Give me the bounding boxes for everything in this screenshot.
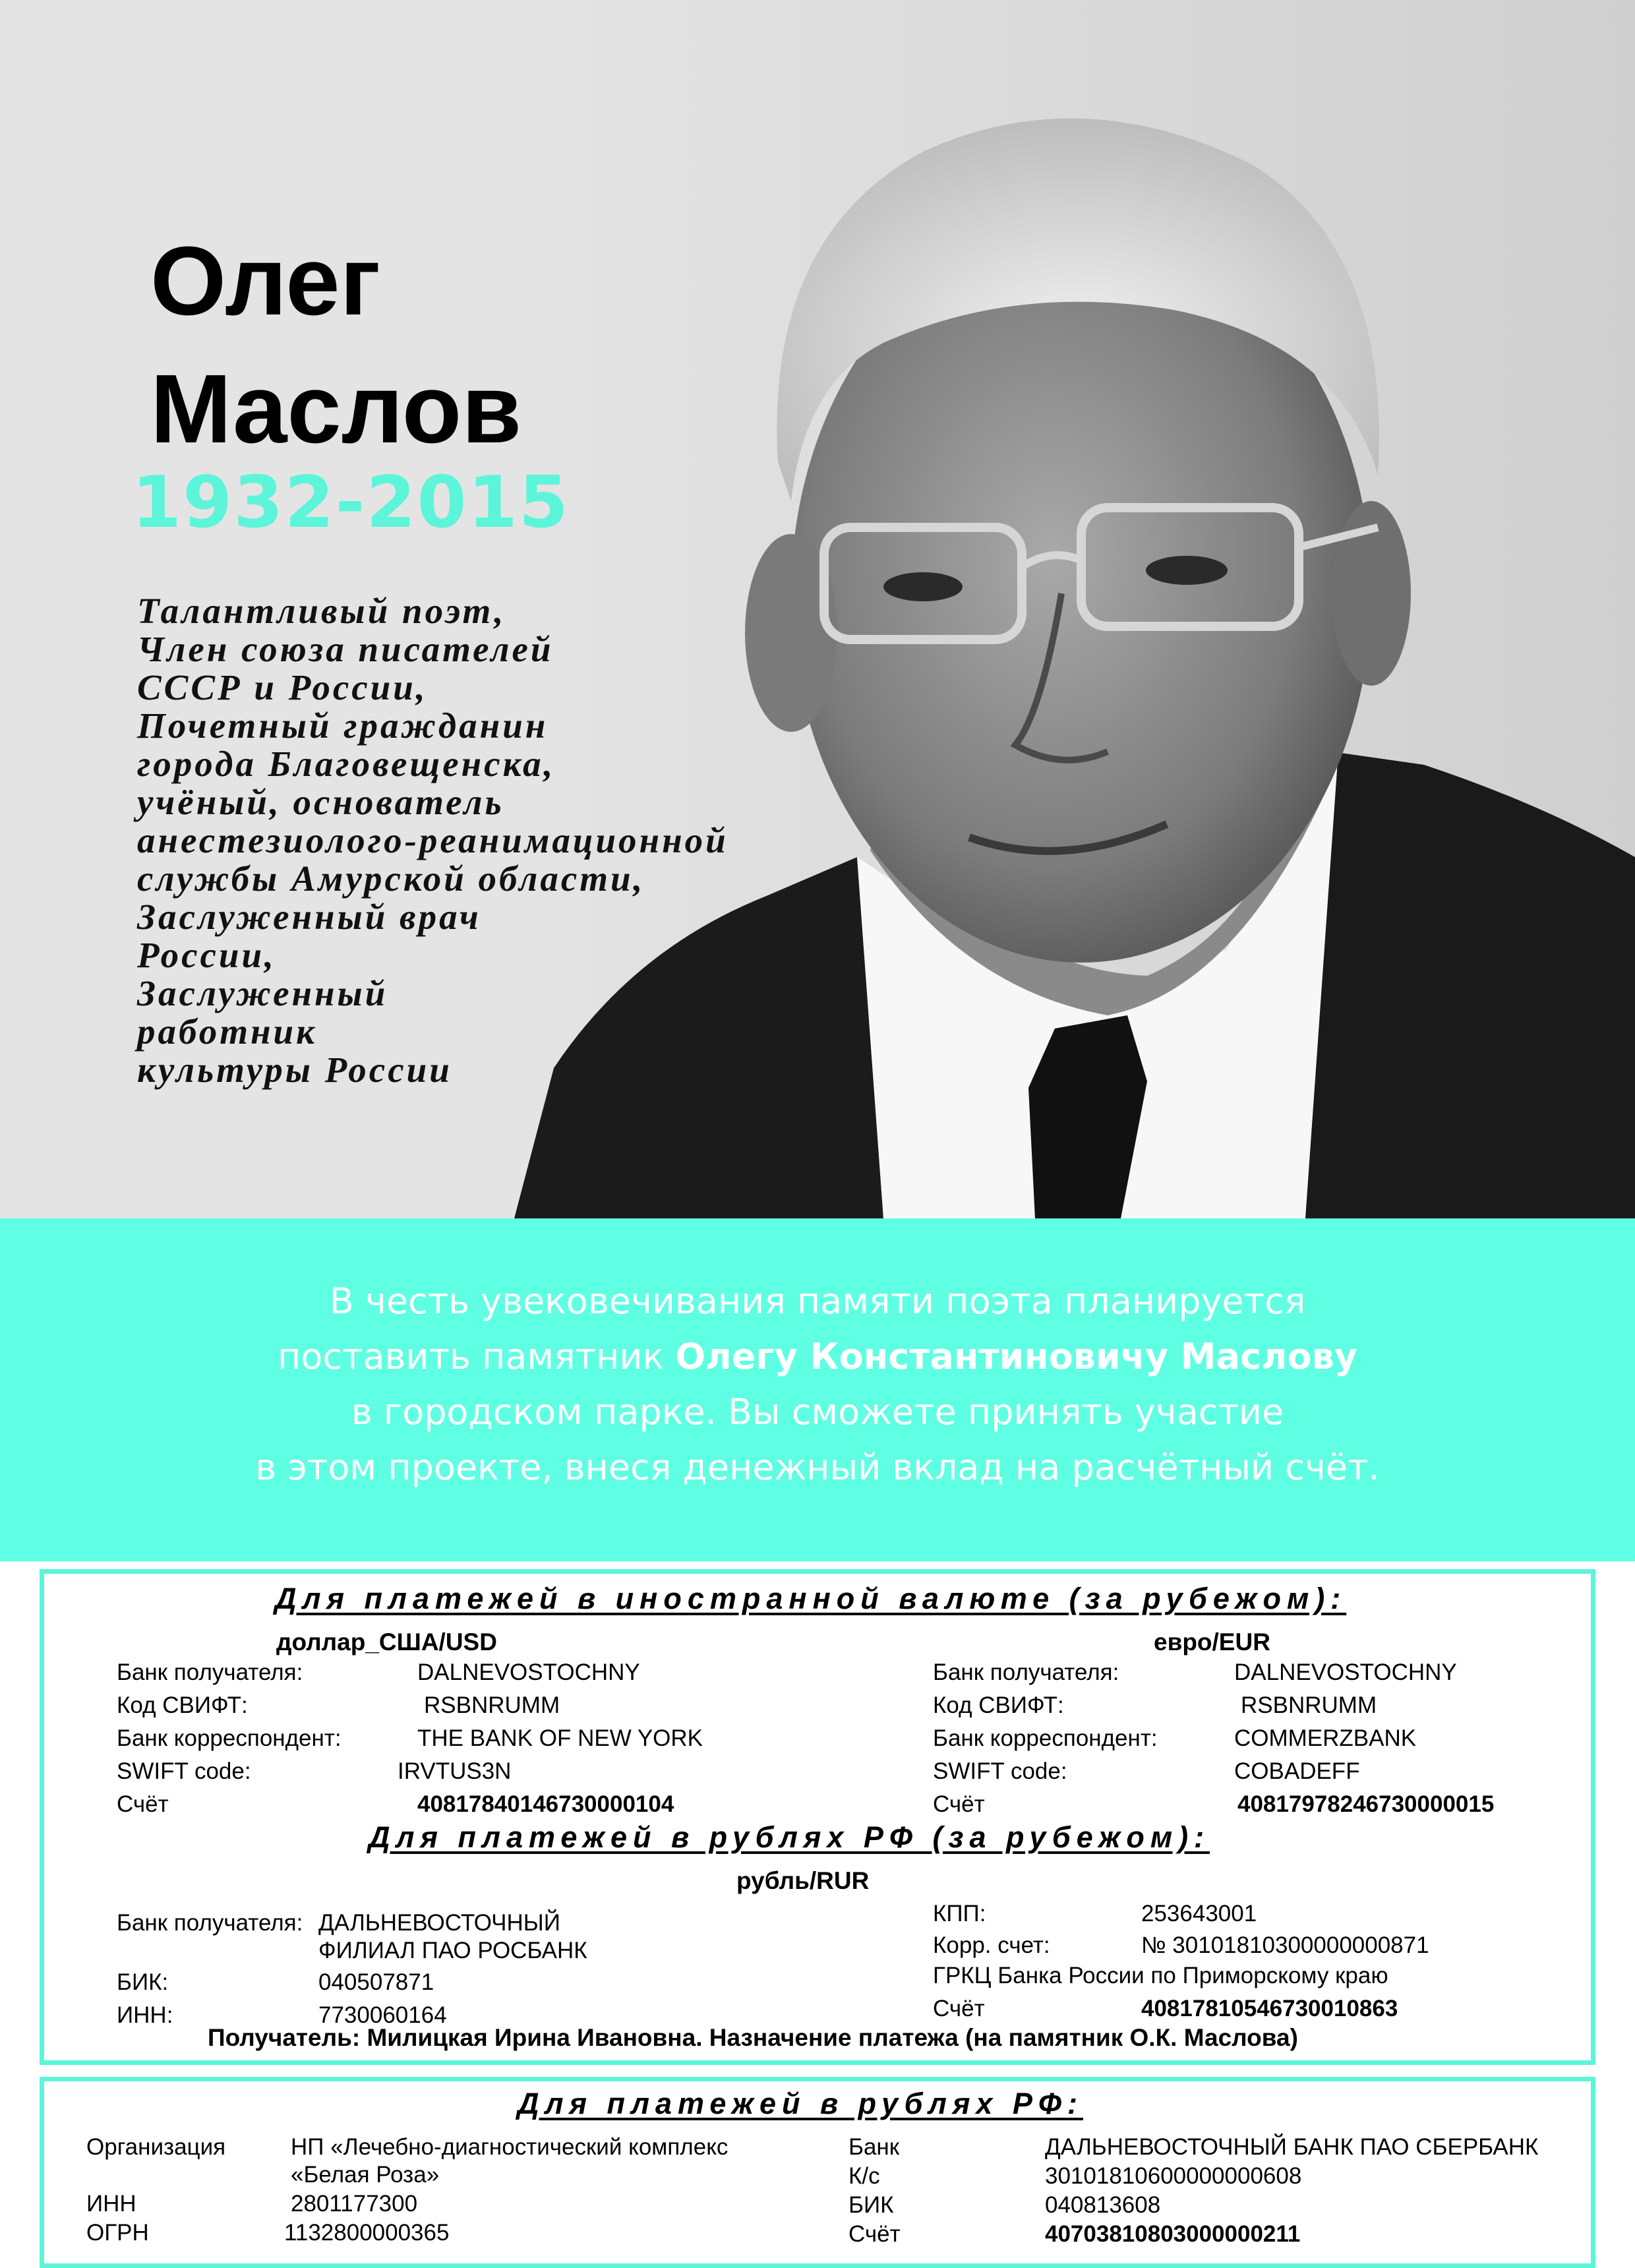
usd-swift-label: Код СВИФТ: xyxy=(117,1692,248,1718)
bio-line: учёный, основатель xyxy=(137,782,504,822)
usd-swift: RSBNRUMM xyxy=(424,1692,560,1718)
bio-line: анестезиолого-реанимационной xyxy=(137,820,728,860)
rub-bik: 040813608 xyxy=(1045,2192,1161,2218)
bio-line: города Благовещенска, xyxy=(137,744,556,784)
rub-ks: 30101810600000000608 xyxy=(1045,2163,1302,2189)
rub-abroad-inn: 7730060164 xyxy=(318,2002,447,2028)
rub-abroad-grkc: ГРКЦ Банка России по Приморскому краю xyxy=(933,1963,1388,1988)
appeal-line: В честь увековечивания памяти поэта планируется xyxy=(329,1280,1306,1322)
appeal-line: в этом проекте, внеся денежный вклад на расчётный счёт. xyxy=(255,1447,1380,1488)
eur-corr-swift-label: SWIFT code: xyxy=(933,1758,1067,1784)
rub-abroad-korr-label: Корр. счет: xyxy=(933,1932,1050,1958)
bio-line: Почетный гражданин xyxy=(137,705,549,746)
eur-account-label: Счёт xyxy=(933,1791,985,1817)
life-years: 1932-2015 xyxy=(132,462,570,544)
appeal-line xyxy=(0,1329,1635,1385)
eur-swift: RSBNRUMM xyxy=(1241,1692,1377,1718)
rub-ogrn: 1132800000365 xyxy=(284,2220,450,2246)
eur-bank-label: Банк получателя: xyxy=(933,1659,1119,1685)
rub-abroad-kpp: 253643001 xyxy=(1141,1901,1257,1926)
rub-abroad-heading: Для платежей в рублях РФ (за рубежом): xyxy=(369,1820,1210,1854)
rub-org-line2: «Белая Роза» xyxy=(291,2162,440,2188)
eur-corr-swift: COBADEFF xyxy=(1234,1758,1360,1784)
eur-title: евро/EUR xyxy=(1154,1628,1270,1656)
appeal-honoree: Олегу Константиновичу Маслову xyxy=(675,1336,1357,1377)
payments-abroad-box xyxy=(40,1569,1595,2065)
usd-account: 40817840146730000104 xyxy=(417,1791,674,1817)
rub-account-label: Счёт xyxy=(848,2221,901,2247)
bio-line: Заслуженный врач xyxy=(137,897,481,937)
rub-abroad-korr: № 30101810300000000871 xyxy=(1141,1932,1429,1958)
usd-account-label: Счёт xyxy=(117,1791,169,1817)
rub-abroad-account-label: Счёт xyxy=(933,1996,985,2021)
rub-inn: 2801177300 xyxy=(291,2191,418,2217)
appeal-band xyxy=(0,1218,1635,1561)
bio-line: СССР и России, xyxy=(137,667,428,707)
rub-ogrn-label: ОГРН xyxy=(86,2220,149,2246)
rub-bank: ДАЛЬНЕВОСТОЧНЫЙ БАНК ПАО СБЕРБАНК xyxy=(1045,2134,1539,2160)
eur-bank: DALNEVOSTOCHNY xyxy=(1234,1659,1457,1685)
usd-corr: THE BANK OF NEW YORK xyxy=(417,1725,703,1751)
appeal-line-start: поставить памятник xyxy=(278,1336,676,1377)
appeal-line: в городском парке. Вы сможете принять участие xyxy=(351,1391,1284,1433)
payments-rub-box xyxy=(40,2077,1595,2268)
rub-abroad-bank-label: Банк получателя: xyxy=(117,1910,303,1936)
rub-abroad-title: рубль/RUR xyxy=(736,1867,870,1894)
rub-heading: Для платежей в рублях РФ: xyxy=(518,2087,1084,2120)
rub-abroad-account: 40817810546730010863 xyxy=(1141,1996,1398,2021)
appeal-text xyxy=(0,1274,1635,1495)
eur-swift-label: Код СВИФТ: xyxy=(933,1692,1064,1718)
rub-account: 40703810803000000211 xyxy=(1045,2221,1301,2247)
bio-line: культуры России xyxy=(137,1050,452,1090)
rub-abroad-bank-line2: ФИЛИАЛ ПАО РОСБАНК xyxy=(318,1938,587,1963)
bio-line: России, xyxy=(137,935,276,975)
eur-corr: COMMERZBANK xyxy=(1234,1725,1417,1751)
bio-line: Заслуженный xyxy=(137,973,388,1013)
rub-org-label: Организация xyxy=(86,2134,226,2160)
usd-corr-swift: IRVTUS3N xyxy=(398,1758,512,1784)
rub-inn-label: ИНН xyxy=(86,2191,136,2217)
rub-org-line1: НП «Лечебно-диагностический комплекс xyxy=(291,2134,728,2160)
usd-corr-swift-label: SWIFT code: xyxy=(117,1758,251,1784)
bio-line: Член союза писателей xyxy=(137,629,554,669)
eur-account: 40817978246730000015 xyxy=(1237,1791,1495,1817)
rub-abroad-bank-line1: ДАЛЬНЕВОСТОЧНЫЙ xyxy=(318,1910,560,1936)
rub-abroad-bik: 040507871 xyxy=(318,1969,434,1995)
person-name xyxy=(150,218,521,473)
rub-ks-label: К/с xyxy=(848,2163,880,2189)
first-name: Олег xyxy=(150,227,381,336)
biography xyxy=(137,592,728,1089)
rub-bik-label: БИК xyxy=(848,2192,894,2218)
bio-line: службы Амурской области, xyxy=(137,858,645,899)
recipient-line: Получатель: Милицкая Ирина Ивановна. Назначение платежа (на памятник О.К. Маслова) xyxy=(208,2024,1298,2051)
rub-abroad-inn-label: ИНН: xyxy=(117,2002,173,2028)
rub-abroad-bik-label: БИК: xyxy=(117,1969,169,1995)
bio-line: работник xyxy=(137,1011,318,1052)
usd-corr-label: Банк корреспондент: xyxy=(117,1725,342,1751)
last-name: Маслов xyxy=(150,355,522,463)
eur-corr-label: Банк корреспондент: xyxy=(933,1725,1158,1751)
rub-abroad-kpp-label: КПП: xyxy=(933,1901,986,1926)
rub-bank-label: Банк xyxy=(848,2134,900,2160)
bio-line: Талантливый поэт, xyxy=(137,591,506,631)
usd-bank: DALNEVOSTOCHNY xyxy=(417,1659,640,1685)
foreign-heading: Для платежей в иностранной валюте (за рубежом): xyxy=(275,1582,1347,1615)
usd-bank-label: Банк получателя: xyxy=(117,1659,303,1685)
usd-title: доллар_США/USD xyxy=(276,1628,497,1656)
